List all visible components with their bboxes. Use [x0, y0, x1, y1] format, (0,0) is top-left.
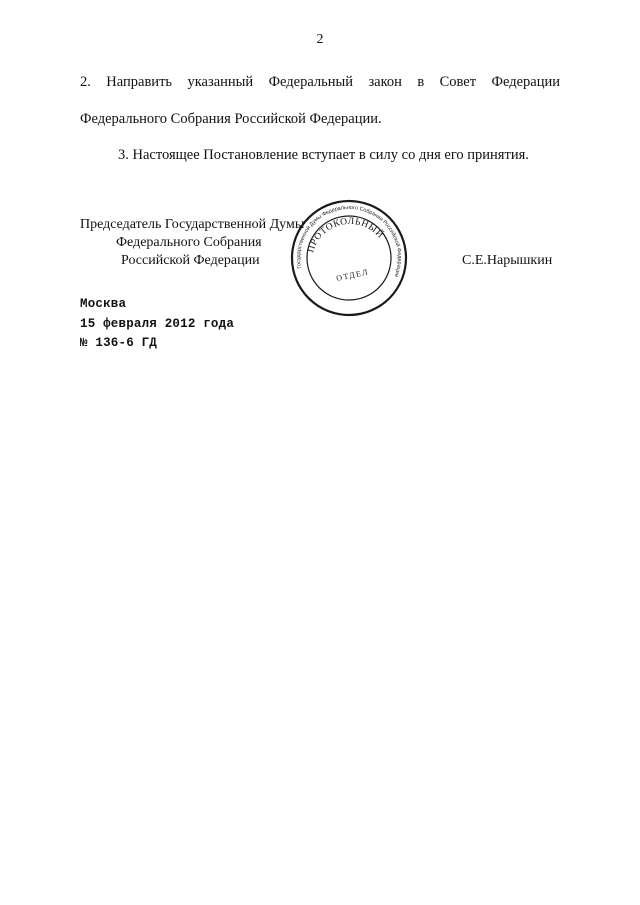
signatory-title-line-2: Федерального Собрания	[116, 235, 262, 250]
stamp-bottom-text: ОТДЕЛ	[335, 267, 370, 283]
document-number: № 136-6 ГД	[80, 336, 158, 350]
signatory-name: С.Е.Нарышкин	[462, 253, 553, 268]
city: Москва	[80, 297, 127, 311]
paragraph-3: 3. Настоящее Постановление вступает в силу со дня его принятия.	[118, 147, 529, 163]
signatory-title-line-3: Российской Федерации	[121, 253, 260, 268]
stamp-ring-text: Государственной Думы Федерального Собрания Российской Федерации	[295, 204, 403, 278]
paragraph-2-line-2: Федерального Собрания Российской Федерации.	[80, 111, 382, 127]
page-number: 2	[316, 32, 324, 47]
paragraph-2-line-1: 2. Направить указанный Федеральный закон в Совет Федерации	[80, 74, 560, 90]
signatory-title-line-1: Председатель Государственной Думы	[80, 217, 305, 232]
date: 15 февраля 2012 года	[80, 317, 235, 331]
stamp-top-text: ПРОТОКОЛЬНЫЙ	[306, 216, 386, 254]
official-seal-stamp	[289, 198, 409, 318]
